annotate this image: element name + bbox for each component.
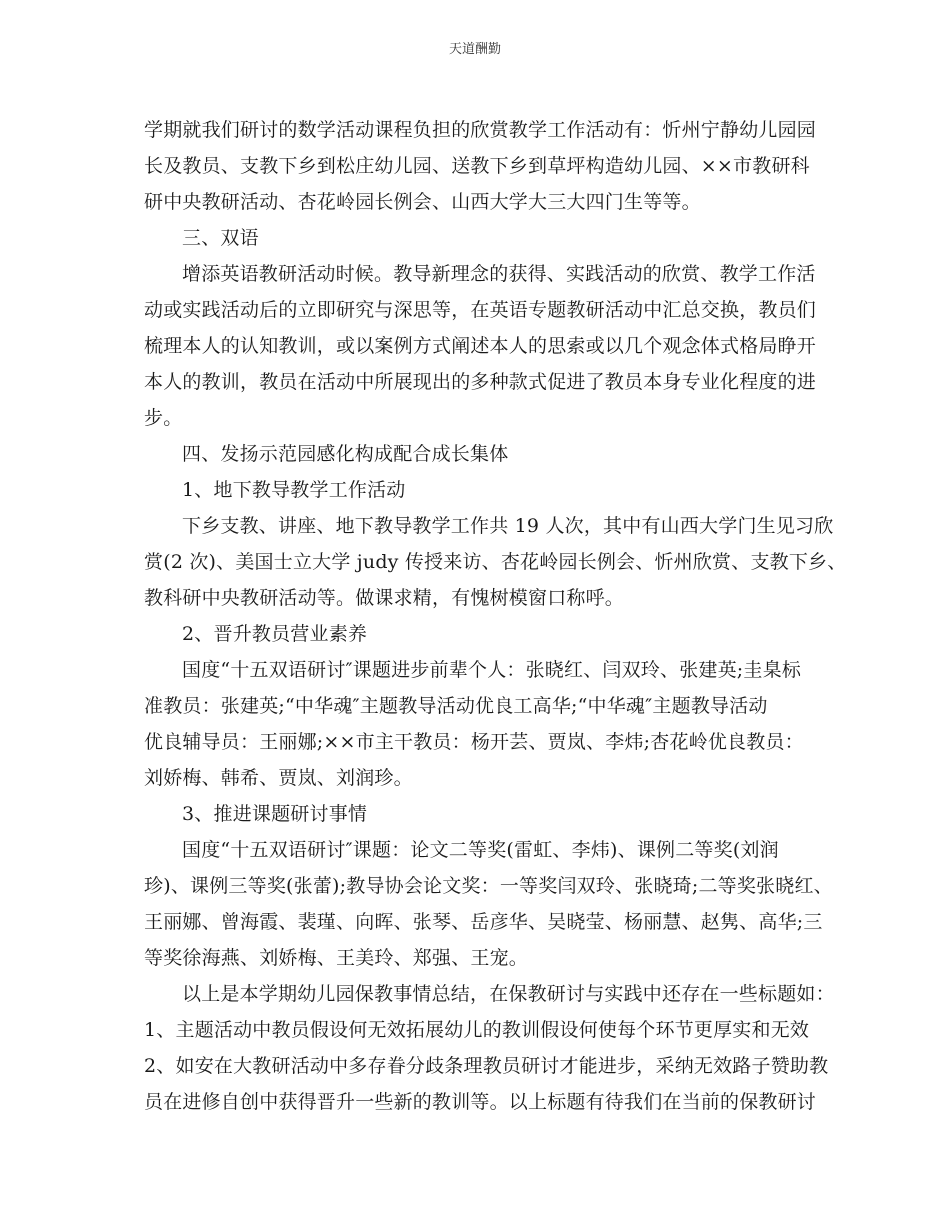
text-line: 梳理本人的认知教训，或以案例方式阐述本人的思索或以几个观念体式格局睁开 [144, 335, 817, 357]
text-line: 3、推进课题研讨事情 [182, 803, 368, 825]
text-line: 本人的教训，教员在活动中所展现出的多种款式促进了教员本身专业化程度的进 [144, 371, 817, 393]
text-line: 准教员：张建英;“中华魂″主题教导活动优良工高华;“中华魂″主题教导活动 [144, 695, 768, 717]
text-line: 下乡支教、讲座、地下教导教学工作共 19 人次，其中有山西大学门生见习欣 [182, 515, 834, 537]
text-line: 1、地下教导教学工作活动 [182, 479, 406, 501]
text-line: 等奖徐海燕、刘娇梅、王美玲、郑强、王宠。 [144, 947, 529, 969]
text-line: 赏(2 次)、美国士立大学 judy 传授来访、杏花岭园长例会、忻州欣赏、支教下乡、 [144, 551, 847, 573]
text-line: 员在进修自创中获得晋升一些新的教训等。以上标题有待我们在当前的保教研讨 [144, 1091, 817, 1113]
text-line: 王丽娜、曾海霞、裴瑾、向晖、张琴、岳彦华、吴晓莹、杨丽慧、赵隽、高华;三 [144, 911, 823, 933]
text-line: 研中央教研活动、杏花岭园长例会、山西大学大三大四门生等等。 [144, 191, 701, 213]
page-header: 天道酬勤 [448, 42, 501, 57]
text-line: 优良辅导员：王丽娜;××市主干教员：杨开芸、贾岚、李炜;杏花岭优良教员： [144, 731, 804, 753]
text-line: 增添英语教研活动时候。教导新理念的获得、实践活动的欣赏、教学工作活 [182, 263, 816, 285]
text-line: 国度“十五双语研讨″课题进步前辈个人：张晓红、闫双玲、张建英;圭臬标 [182, 659, 802, 681]
text-line: 动或实践活动后的立即研究与深思等，在英语专题教研活动中汇总交换，教员们 [144, 299, 817, 321]
text-line: 国度“十五双语研讨″课题：论文二等奖(雷虹、李炜)、课例二等奖(刘润 [182, 839, 779, 861]
text-line: 四、发扬示范园感化构成配合成长集体 [182, 443, 509, 465]
text-line: 学期就我们研讨的数学活动课程负担的欣赏教学工作活动有：忻州宁静幼儿园园 [144, 119, 817, 141]
text-line: 步。 [144, 407, 183, 429]
text-line: 2、晋升教员营业素养 [182, 623, 368, 645]
text-line: 教科研中央教研活动等。做课求精，有愧树模窗口称呼。 [144, 587, 625, 609]
text-line: 以上是本学期幼儿园保教事情总结，在保教研讨与实践中还存在一些标题如： [182, 983, 835, 1005]
text-line: 1、主题活动中教员假设何无效拓展幼儿的教训假设何使每个环节更厚实和无效 [144, 1019, 810, 1041]
text-line: 三、双语 [182, 227, 259, 249]
text-line: 珍)、课例三等奖(张蕾);教导协会论文奖：一等奖闫双玲、张晓琦;二等奖张晓红、 [144, 875, 833, 897]
text-line: 长及教员、支教下乡到松庄幼儿园、送教下乡到草坪构造幼儿园、××市教研科 [144, 155, 810, 177]
document-body [144, 112, 847, 1120]
text-line: 2、如安在大教研活动中多存眷分歧条理教员研讨才能进步，采纳无效路子赞助教 [144, 1055, 829, 1077]
text-line: 刘娇梅、韩希、贾岚、刘润珍。 [144, 767, 413, 789]
